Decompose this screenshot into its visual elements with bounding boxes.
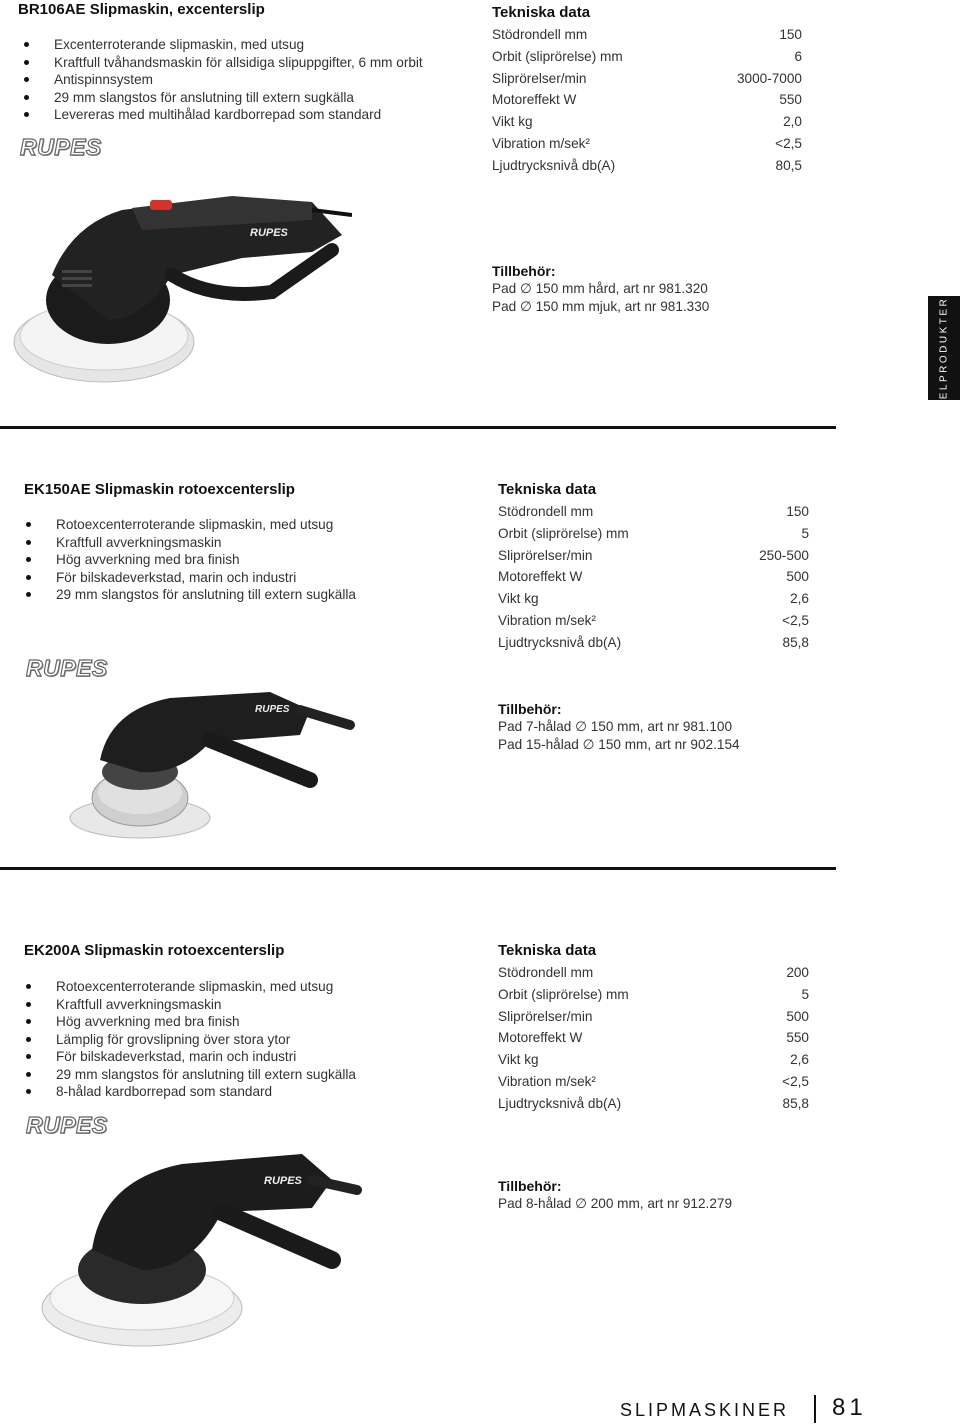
accessories [498,700,740,753]
spec-row: Vikt kg 2,6 [498,591,809,607]
spec-title: Tekniska data [498,481,597,498]
spec-row: Ljudtrycksnivå db(A) 85,8 [498,634,809,650]
sander-image [60,680,360,840]
accessory-item: Pad ∅ 150 mm mjuk, art nr 981.330 [492,298,710,314]
spec-row: Motoreffekt W 550 [492,92,802,108]
spec-row: Sliprörelser/min 250-500 [498,547,809,563]
section-tab: ELPRODUKTER [928,296,960,400]
accessories-title: Tillbehör: [498,1178,562,1194]
product-title: EK200A Slipmaskin rotoexcenterslip [24,942,285,959]
brand-logo: RUPES [26,1112,108,1138]
page-number: 81 [832,1394,867,1421]
spec-title: Tekniska data [498,942,597,959]
spec-row: Stödrondell mm 150 [498,504,809,519]
brand-logo: RUPES [26,655,108,681]
feature-item: Hög avverkning med bra finish [26,1013,356,1031]
accessory-item: Pad 7-hålad ∅ 150 mm, art nr 981.100 [498,719,733,734]
feature-item: Lämplig för grovslipning över stora ytor [26,1031,356,1049]
accessories-title: Tillbehör: [498,701,562,717]
footer-separator [814,1395,816,1423]
product-title: EK150AE Slipmaskin rotoexcenterslip [24,481,295,498]
spec-row: Stödrondell mm 150 [492,27,802,42]
accessory-item: Pad 15-hålad ∅ 150 mm, art nr 902.154 [498,736,740,752]
feature-item: Kraftfull avverkningsmaskin [26,534,356,552]
sander-image [32,1130,362,1350]
spec-row: Ljudtrycksnivå db(A) 80,5 [492,157,802,173]
spec-row: Vibration m/sek² <2,5 [492,135,802,151]
footer-section-title: SLIPMASKINER [620,1400,790,1420]
spec-row: Orbit (sliprörelse) mm 6 [492,48,802,64]
feature-item: Levereras med multihålad kardborrepad som standard [24,106,423,124]
spec-row: Stödrondell mm 200 [498,965,809,980]
spec-table [492,4,802,177]
svg-text:RUPES: RUPES [250,227,288,239]
feature-item: Hög avverkning med bra finish [26,551,356,569]
feature-item: 29 mm slangstos för anslutning till extern sugkälla [26,586,356,604]
brand-logo: RUPES [20,134,102,160]
feature-item: För bilskadeverkstad, marin och industri [26,569,356,587]
spec-row: Orbit (sliprörelse) mm 5 [498,986,809,1002]
accessory-item: Pad 8-hålad ∅ 200 mm, art nr 912.279 [498,1196,733,1211]
feature-item: 29 mm slangstos för anslutning till extern sugkälla [26,1066,356,1084]
spec-row: Vibration m/sek² <2,5 [498,612,809,628]
spec-row: Motoreffekt W 500 [498,569,809,585]
svg-text:RUPES: RUPES [264,1175,302,1187]
feature-item: 8-hålad kardborrepad som standard [26,1083,356,1101]
spec-row: Motoreffekt W 550 [498,1030,809,1046]
feature-list [26,516,356,604]
accessories-title: Tillbehör: [492,263,556,279]
spec-row: Vibration m/sek² <2,5 [498,1073,809,1089]
section-divider [0,426,836,429]
feature-list [26,978,356,1101]
feature-item: Rotoexcenterroterande slipmaskin, med utsug [26,516,356,534]
accessory-item: Pad ∅ 150 mm hård, art nr 981.320 [492,281,708,296]
accessories [492,262,709,315]
spec-row: Ljudtrycksnivå db(A) 85,8 [498,1095,809,1111]
accessories [498,1177,732,1213]
section-divider [0,867,836,870]
sander-image [12,180,352,395]
feature-item: Kraftfull avverkningsmaskin [26,996,356,1014]
spec-row: Vikt kg 2,0 [492,114,802,130]
feature-list [24,36,423,124]
spec-title: Tekniska data [492,4,591,21]
spec-row: Vikt kg 2,6 [498,1052,809,1068]
feature-item: För bilskadeverkstad, marin och industri [26,1048,356,1066]
spec-table [498,481,809,654]
feature-item: Kraftfull tvåhandsmaskin för allsidiga slipuppgifter, 6 mm orbit [24,54,423,72]
feature-item: Rotoexcenterroterande slipmaskin, med utsug [26,978,356,996]
feature-item: 29 mm slangstos för anslutning till extern sugkälla [24,89,423,107]
svg-text:RUPES: RUPES [255,704,290,715]
spec-row: Sliprörelser/min 500 [498,1008,809,1024]
spec-row: Sliprörelser/min 3000-7000 [492,70,802,86]
spec-table [498,942,809,1115]
feature-item: Antispinnsystem [24,71,423,89]
spec-row: Orbit (sliprörelse) mm 5 [498,525,809,541]
product-title: BR106AE Slipmaskin, excenterslip [18,1,265,18]
feature-item: Excenterroterande slipmaskin, med utsug [24,36,423,54]
